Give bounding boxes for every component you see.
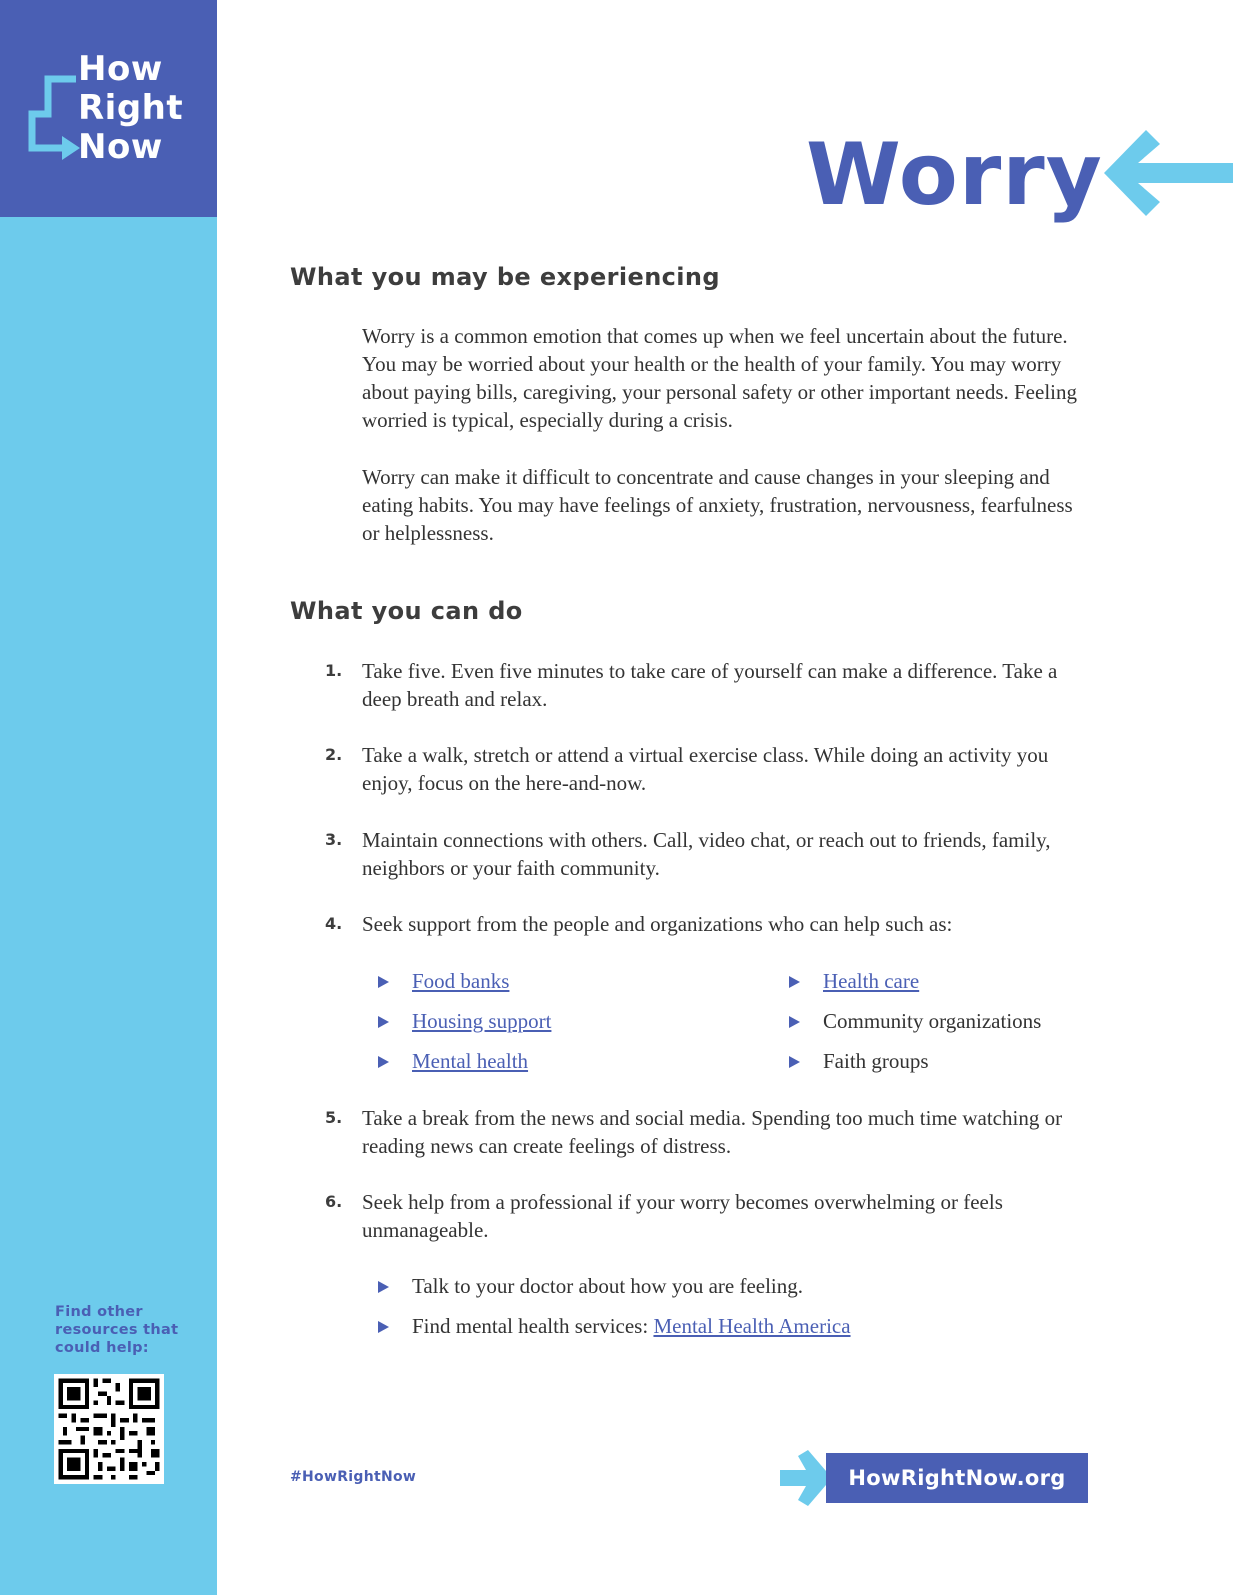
website-button[interactable]: HowRightNow.org [826, 1453, 1088, 1503]
list-number: 3. [325, 830, 343, 849]
bullet-triangle-icon [378, 1016, 389, 1028]
services-prefix-text: Find mental health services: [412, 1314, 654, 1338]
paragraph-worry-intro: Worry is a common emotion that comes up when we feel uncertain about the future. You may be worried about your health or the health of your family. You may worry about paying bills, caregiving, your personal safety or other important needs. Feeling worried is typical, especially during a crisis. [362, 324, 1077, 432]
list-number: 4. [325, 914, 343, 933]
bullet-triangle-icon [378, 1056, 389, 1068]
list-number: 5. [325, 1108, 343, 1127]
page-title: Worry [806, 125, 1103, 225]
list-text: Take a break from the news and social media. Spending too much time watching or reading news can create feelings of distress. [362, 1106, 1063, 1158]
food-banks-link[interactable]: Food banks [412, 969, 510, 993]
list-number: 6. [325, 1192, 343, 1211]
housing-support-link[interactable]: Housing support [412, 1009, 552, 1033]
qr-code-icon [54, 1374, 164, 1484]
list-text: Seek help from a professional if your worry becomes overwhelming or feels unmanageable. [362, 1190, 1003, 1242]
bullet-triangle-icon [789, 1016, 800, 1028]
doctor-text: Talk to your doctor about how you are feeling. [412, 1274, 804, 1298]
logo-line-how: How [78, 49, 163, 89]
bullet-triangle-icon [378, 1321, 389, 1333]
arrow-left-icon [1104, 128, 1233, 218]
list-text: Seek support from the people and organizations who can help such as: [362, 912, 953, 936]
bullet-triangle-icon [789, 976, 800, 988]
logo-wordmark [78, 50, 183, 167]
list-text: Maintain connections with others. Call, video chat, or reach out to friends, family, neighbors or your faith community. [362, 828, 1051, 880]
bullet-triangle-icon [789, 1056, 800, 1068]
mental-health-link[interactable]: Mental health [412, 1049, 529, 1073]
paragraph-worry-effects: Worry can make it difficult to concentrate and cause changes in your sleeping and eating habits. You may have feelings of anxiety, frustration, nervousness, fearfulness or helplessness. [362, 465, 1073, 545]
sidebar [0, 0, 217, 1595]
health-care-link[interactable]: Health care [823, 969, 920, 993]
logo [0, 0, 217, 217]
bullet-triangle-icon [378, 976, 389, 988]
logo-line-right: Right [78, 88, 184, 128]
list-text: Take a walk, stretch or attend a virtual exercise class. While doing an activity you enjoy, focus on the here-and-now. [362, 743, 1049, 795]
logo-line-now: Now [78, 127, 163, 167]
bullet-triangle-icon [378, 1281, 389, 1293]
faith-groups-text: Faith groups [823, 1049, 929, 1073]
section-heading-what-you-can-do: What you can do [290, 597, 523, 625]
section-heading-experiencing: What you may be experiencing [290, 263, 720, 291]
mental-health-america-link[interactable]: Mental Health America [653, 1314, 851, 1338]
list-number: 2. [325, 745, 343, 764]
community-organizations-text: Community organizations [823, 1009, 1042, 1033]
resources-label: Find other resources that could help: [55, 1304, 179, 1356]
hashtag: #HowRightNow [290, 1469, 417, 1485]
logo-step-arrow-icon [26, 74, 86, 166]
list-text: Take five. Even five minutes to take care of yourself can make a difference. Take a deep breath and relax. [362, 659, 1058, 711]
list-number: 1. [325, 661, 343, 680]
qr-code[interactable] [54, 1374, 164, 1484]
